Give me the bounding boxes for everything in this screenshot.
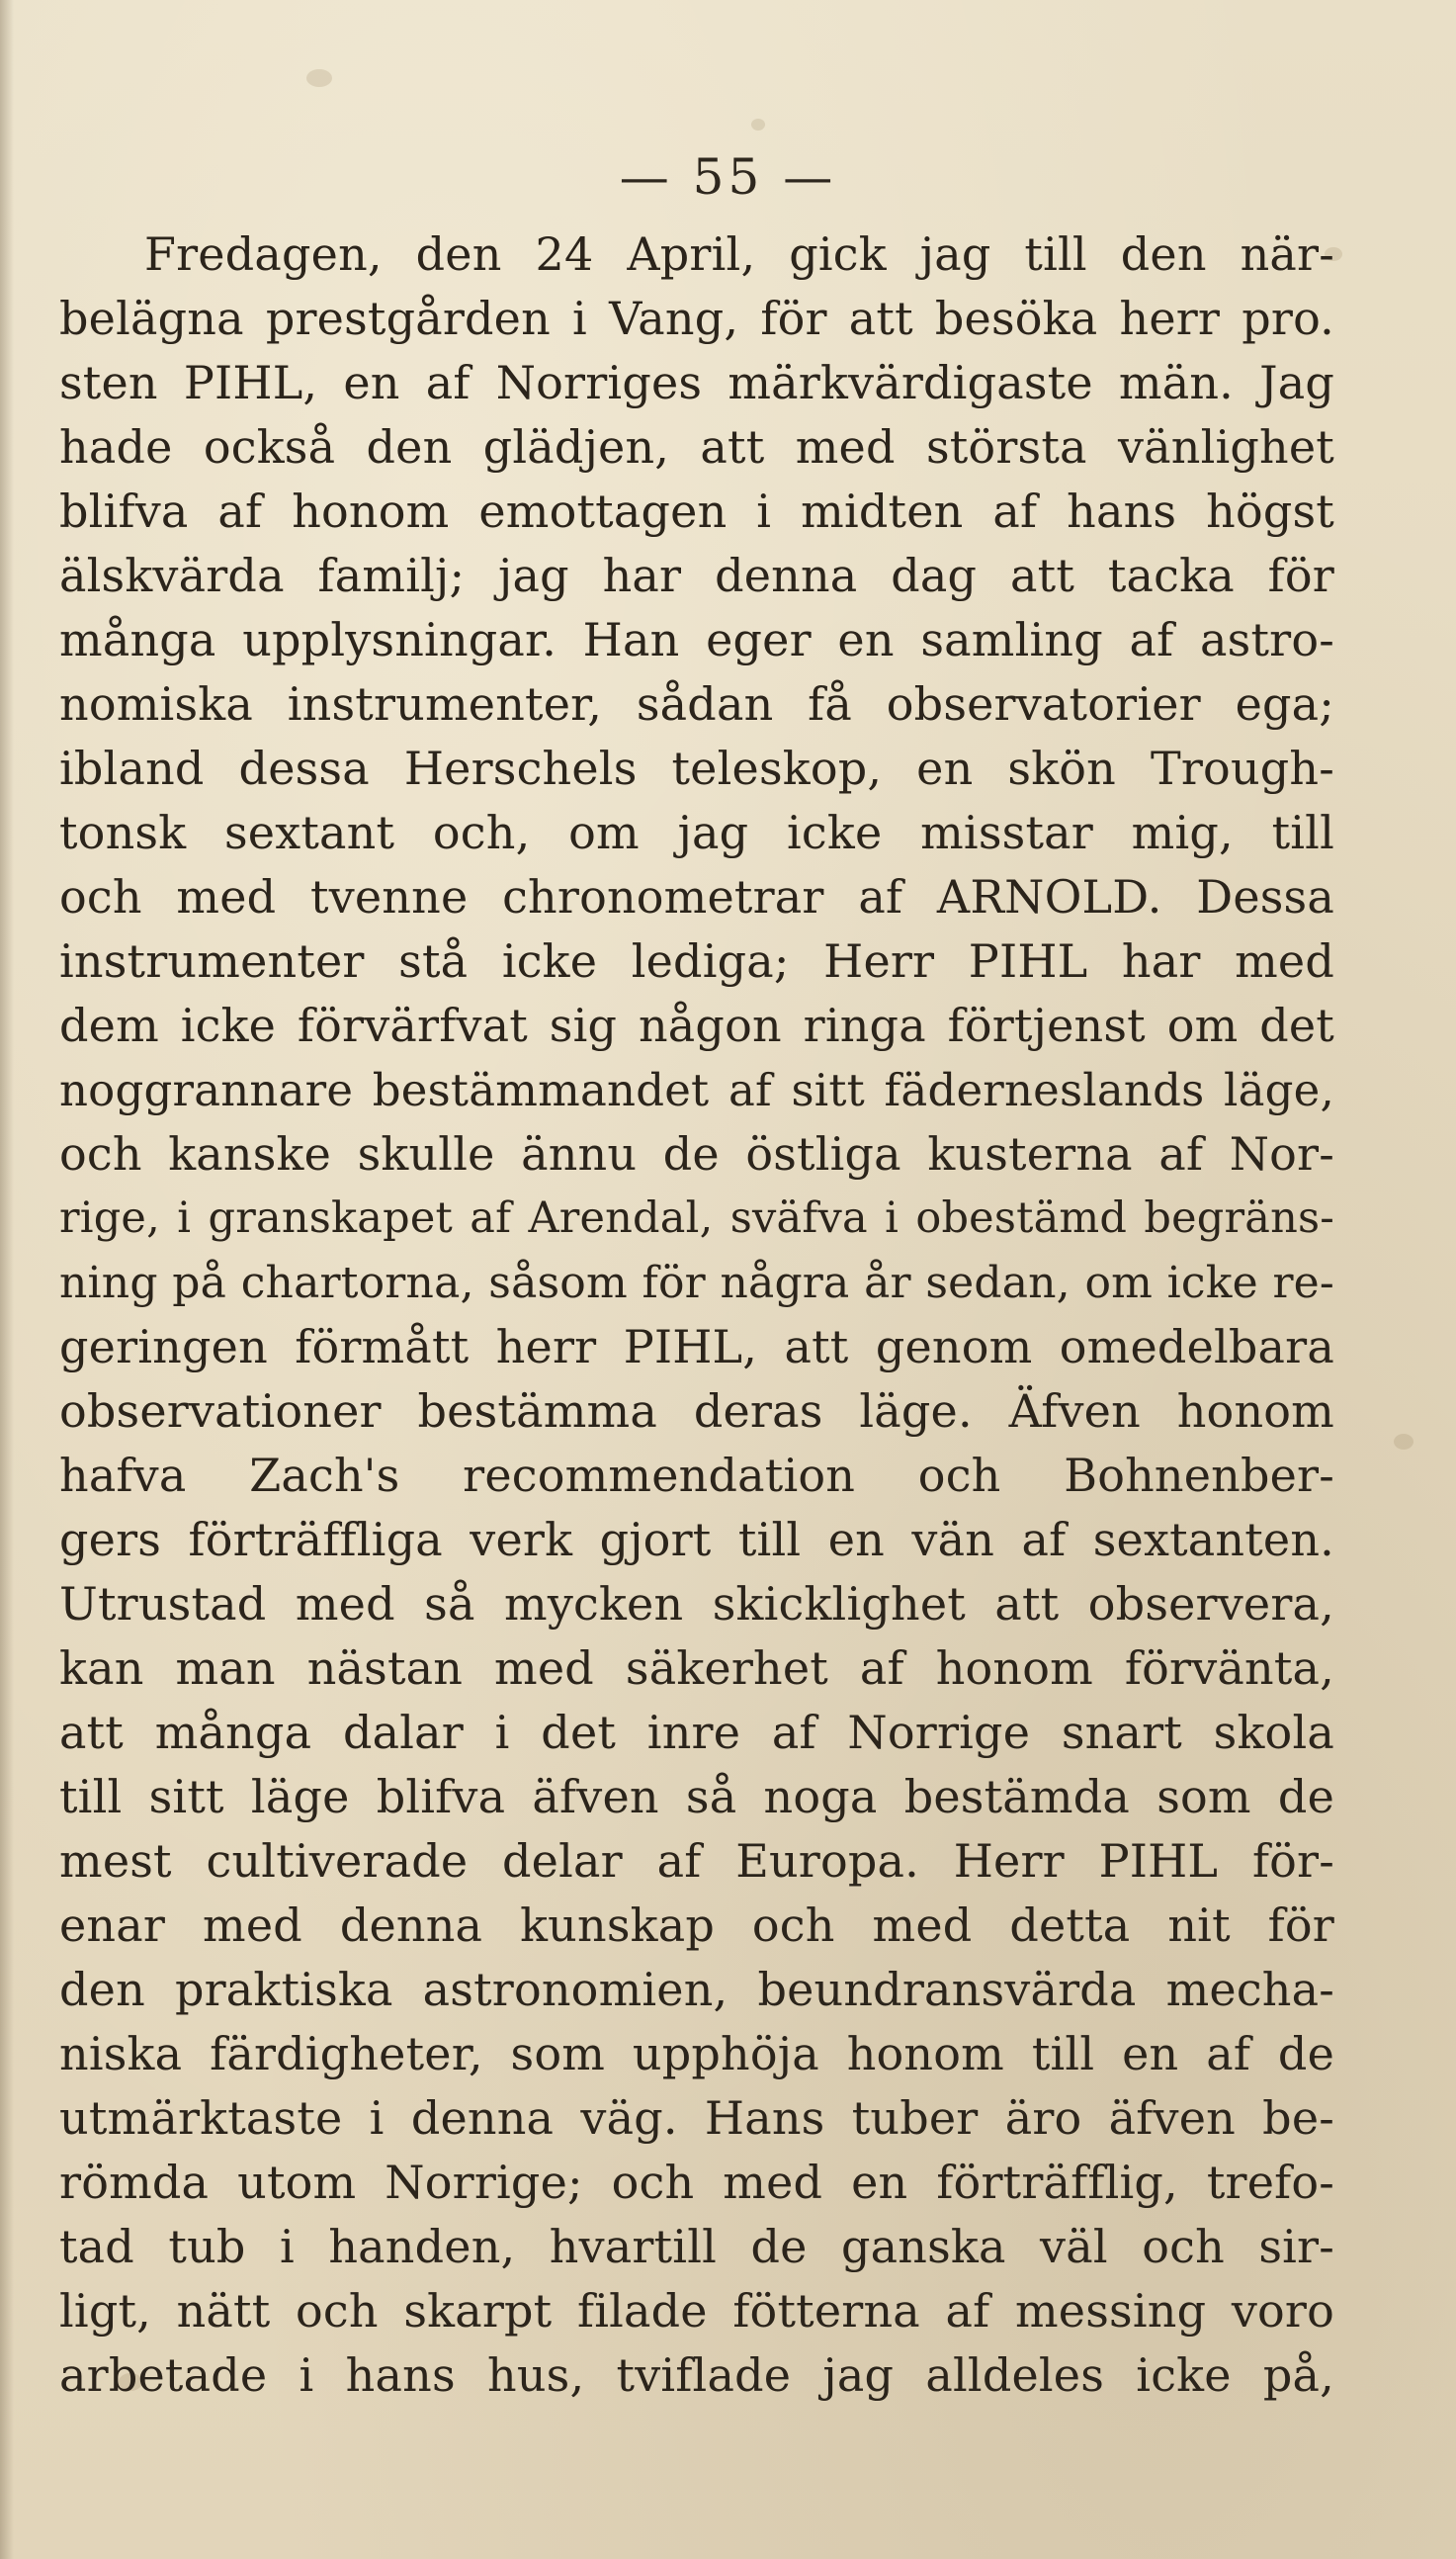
- text-line: hafva Zach's recommendation och Bohnenber-: [59, 1449, 1334, 1502]
- text-line: Utrustad med så mycken skicklighet att observera,: [59, 1577, 1334, 1631]
- text-line: Fredagen, den 24 April, gick jag till den när-: [144, 227, 1334, 281]
- body-text: [59, 222, 1334, 2408]
- text-line: ligt, nätt och skarpt filade fötterna af messing voro: [59, 2284, 1334, 2338]
- foxing-spot: [306, 69, 332, 87]
- text-line: instrumenter stå icke lediga; Herr PIHL har med: [59, 934, 1334, 988]
- text-line: och med tvenne chronometrar af ARNOLD. Dessa: [59, 870, 1334, 924]
- text-line: rige, i granskapet af Arendal, sväfva i obestämd begräns-: [59, 1193, 1334, 1243]
- text-line: den praktiska astronomien, beundransvärda mecha-: [59, 1963, 1334, 2016]
- page-number: — 55 —: [619, 148, 837, 206]
- text-line: ning på chartorna, såsom för några år sedan, om icke re-: [59, 1258, 1334, 1308]
- foxing-spot: [1394, 1434, 1413, 1450]
- text-line: observationer bestämma deras läge. Äfven honom: [59, 1384, 1334, 1438]
- text-line: ibland dessa Herschels teleskop, en skön Trough-: [59, 742, 1334, 795]
- text-line: niska färdigheter, som upphöja honom till en af de: [59, 2027, 1334, 2080]
- text-line: belägna prestgården i Vang, för att besöka herr pro.: [59, 292, 1334, 345]
- text-line: många upplysningar. Han eger en samling af astro-: [59, 613, 1334, 666]
- text-line: arbetade i hans hus, tviflade jag alldeles icke på,: [59, 2348, 1334, 2402]
- text-line: älskvärda familj; jag har denna dag att tacka för: [59, 549, 1334, 602]
- text-line: dem icke förvärfvat sig någon ringa förtjenst om det: [59, 999, 1334, 1052]
- text-line: gers förträffliga verk gjort till en vän af sextanten.: [59, 1513, 1334, 1566]
- text-line: sten PIHL, en af Norriges märkvärdigaste män. Jag: [59, 356, 1334, 409]
- foxing-spot: [751, 119, 765, 131]
- text-line: römda utom Norrige; och med en förträfflig, trefo-: [59, 2156, 1334, 2209]
- text-line: blifva af honom emottagen i midten af hans högst: [59, 485, 1334, 538]
- text-line: mest cultiverade delar af Europa. Herr PIHL för-: [59, 1834, 1334, 1888]
- text-line: utmärktaste i denna väg. Hans tuber äro äfven be-: [59, 2091, 1334, 2145]
- text-line: tonsk sextant och, om jag icke misstar mig, till: [59, 806, 1334, 859]
- text-line: enar med denna kunskap och med detta nit för: [59, 1898, 1334, 1952]
- text-line: nomiska instrumenter, sådan få observatorier ega;: [59, 677, 1334, 731]
- text-line: och kanske skulle ännu de östliga kusterna af Nor-: [59, 1127, 1334, 1181]
- page-edge-shadow: [0, 0, 14, 2559]
- text-line: tad tub i handen, hvartill de ganska väl och sir-: [59, 2220, 1334, 2273]
- text-line: till sitt läge blifva äfven så noga bestämda som de: [59, 1770, 1334, 1823]
- text-line: att många dalar i det inre af Norrige snart skola: [59, 1706, 1334, 1759]
- text-line: kan man nästan med säkerhet af honom förvänta,: [59, 1641, 1334, 1695]
- text-line: hade också den glädjen, att med största vänlighet: [59, 420, 1334, 474]
- text-line: geringen förmått herr PIHL, att genom omedelbara: [59, 1320, 1334, 1373]
- text-line: noggrannare bestämmandet af sitt fäderneslands läge,: [59, 1064, 1334, 1116]
